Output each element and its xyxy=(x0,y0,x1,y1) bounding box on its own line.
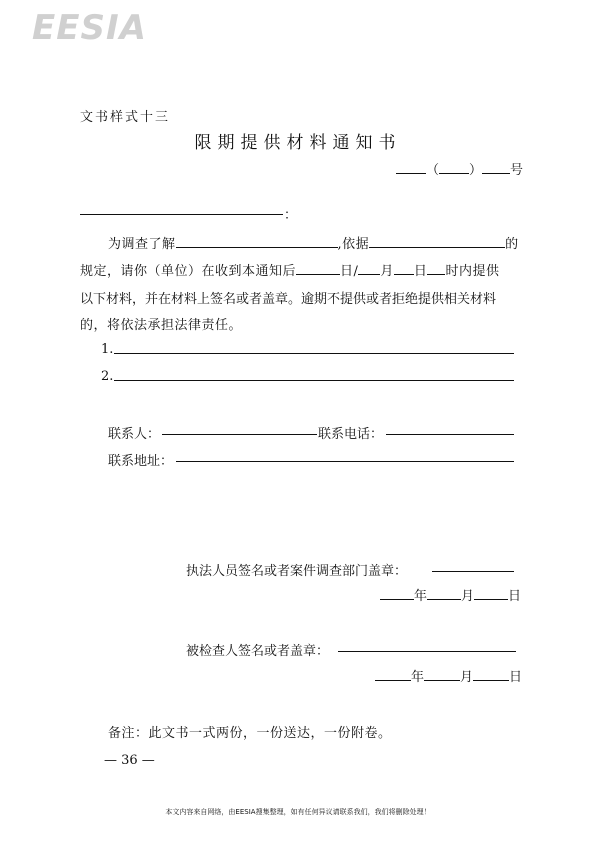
contact-phone-blank[interactable] xyxy=(386,434,514,435)
body-line-2-day2: 日 xyxy=(413,264,428,279)
enforcer-day-blank[interactable] xyxy=(474,587,508,600)
item-2-blank[interactable] xyxy=(114,380,514,381)
body-line-2-month: 月 xyxy=(380,264,394,279)
hour-blank[interactable] xyxy=(427,262,445,275)
inspected-signature-label: 被检查人签名或者盖章： xyxy=(186,644,330,659)
doc-number-blank-2[interactable] xyxy=(439,161,469,174)
inspected-year-label: 年 xyxy=(411,670,425,685)
recipient-colon: ： xyxy=(284,208,298,223)
legal-basis-blank[interactable] xyxy=(369,235,505,248)
inspected-year-blank[interactable] xyxy=(375,668,411,681)
contact-phone-label: 联系电话： xyxy=(318,427,384,442)
contact-person-label: 联系人： xyxy=(108,427,161,442)
body-line-1-suffix: 的 xyxy=(505,237,519,252)
form-style-label: 文书样式十三 xyxy=(80,110,171,125)
enforcer-signature-blank[interactable] xyxy=(432,571,514,572)
document-title: 限期提供材料通知书 xyxy=(194,133,402,153)
contact-address-blank[interactable] xyxy=(176,461,514,462)
inspected-month-label: 月 xyxy=(460,670,474,685)
day-blank[interactable] xyxy=(394,262,414,275)
enforcer-signature-label: 执法人员签名或者案件调查部门盖章： xyxy=(186,564,408,579)
doc-number-blank-1[interactable] xyxy=(396,161,426,174)
page-number: — 36 — xyxy=(104,753,155,768)
item-1-blank[interactable] xyxy=(114,353,514,354)
body-line-1 xyxy=(108,233,548,252)
document-number xyxy=(396,159,523,178)
enforcer-year-blank[interactable] xyxy=(380,587,414,600)
body-line-1-prefix: 为调查了解 xyxy=(108,237,176,252)
body-line-2-day: 日/ xyxy=(340,264,359,279)
contact-address-label: 联系地址： xyxy=(108,454,174,469)
days-blank[interactable] xyxy=(296,262,340,275)
body-line-4: 的，将依法承担法律责任。 xyxy=(80,318,243,333)
item-2-number: 2. xyxy=(101,369,114,384)
enforcer-day-label: 日 xyxy=(508,589,522,604)
body-line-2 xyxy=(80,260,520,279)
doc-number-suffix: 号 xyxy=(510,163,524,178)
body-line-1-mid: ,依据 xyxy=(337,237,370,252)
contact-person-blank[interactable] xyxy=(162,434,317,435)
inspected-day-blank[interactable] xyxy=(473,668,509,681)
inspected-signature-blank[interactable] xyxy=(338,651,516,652)
doc-number-paren-close: ） xyxy=(469,163,483,178)
inspected-month-blank[interactable] xyxy=(424,668,460,681)
inspected-date xyxy=(375,666,522,685)
enforcer-year-label: 年 xyxy=(414,589,428,604)
investigation-subject-blank[interactable] xyxy=(176,235,338,248)
recipient-blank[interactable] xyxy=(80,214,283,215)
body-line-2-suffix: 时内提供 xyxy=(445,264,500,279)
eesia-logo: EESIA xyxy=(32,8,147,48)
item-1-number: 1. xyxy=(101,342,114,357)
inspected-day-label: 日 xyxy=(509,670,523,685)
enforcer-month-blank[interactable] xyxy=(427,587,461,600)
enforcer-month-label: 月 xyxy=(461,589,475,604)
month-blank[interactable] xyxy=(358,262,380,275)
body-line-2-prefix: 规定，请你（单位）在收到本通知后 xyxy=(80,264,297,279)
doc-number-paren-open: （ xyxy=(426,163,440,178)
body-line-3: 以下材料，并在材料上签名或者盖章。逾期不提供或者拒绝提供相关材料 xyxy=(80,292,497,307)
remark-note: 备注：此文书一式两份，一份送达，一份附卷。 xyxy=(108,726,392,741)
enforcer-date xyxy=(380,585,521,604)
doc-number-blank-3[interactable] xyxy=(482,161,510,174)
footer-disclaimer: 本文内容来自网络，由EESIA搜集整理，如有任何异议请联系我们，我们将删除处理！ xyxy=(165,808,431,816)
